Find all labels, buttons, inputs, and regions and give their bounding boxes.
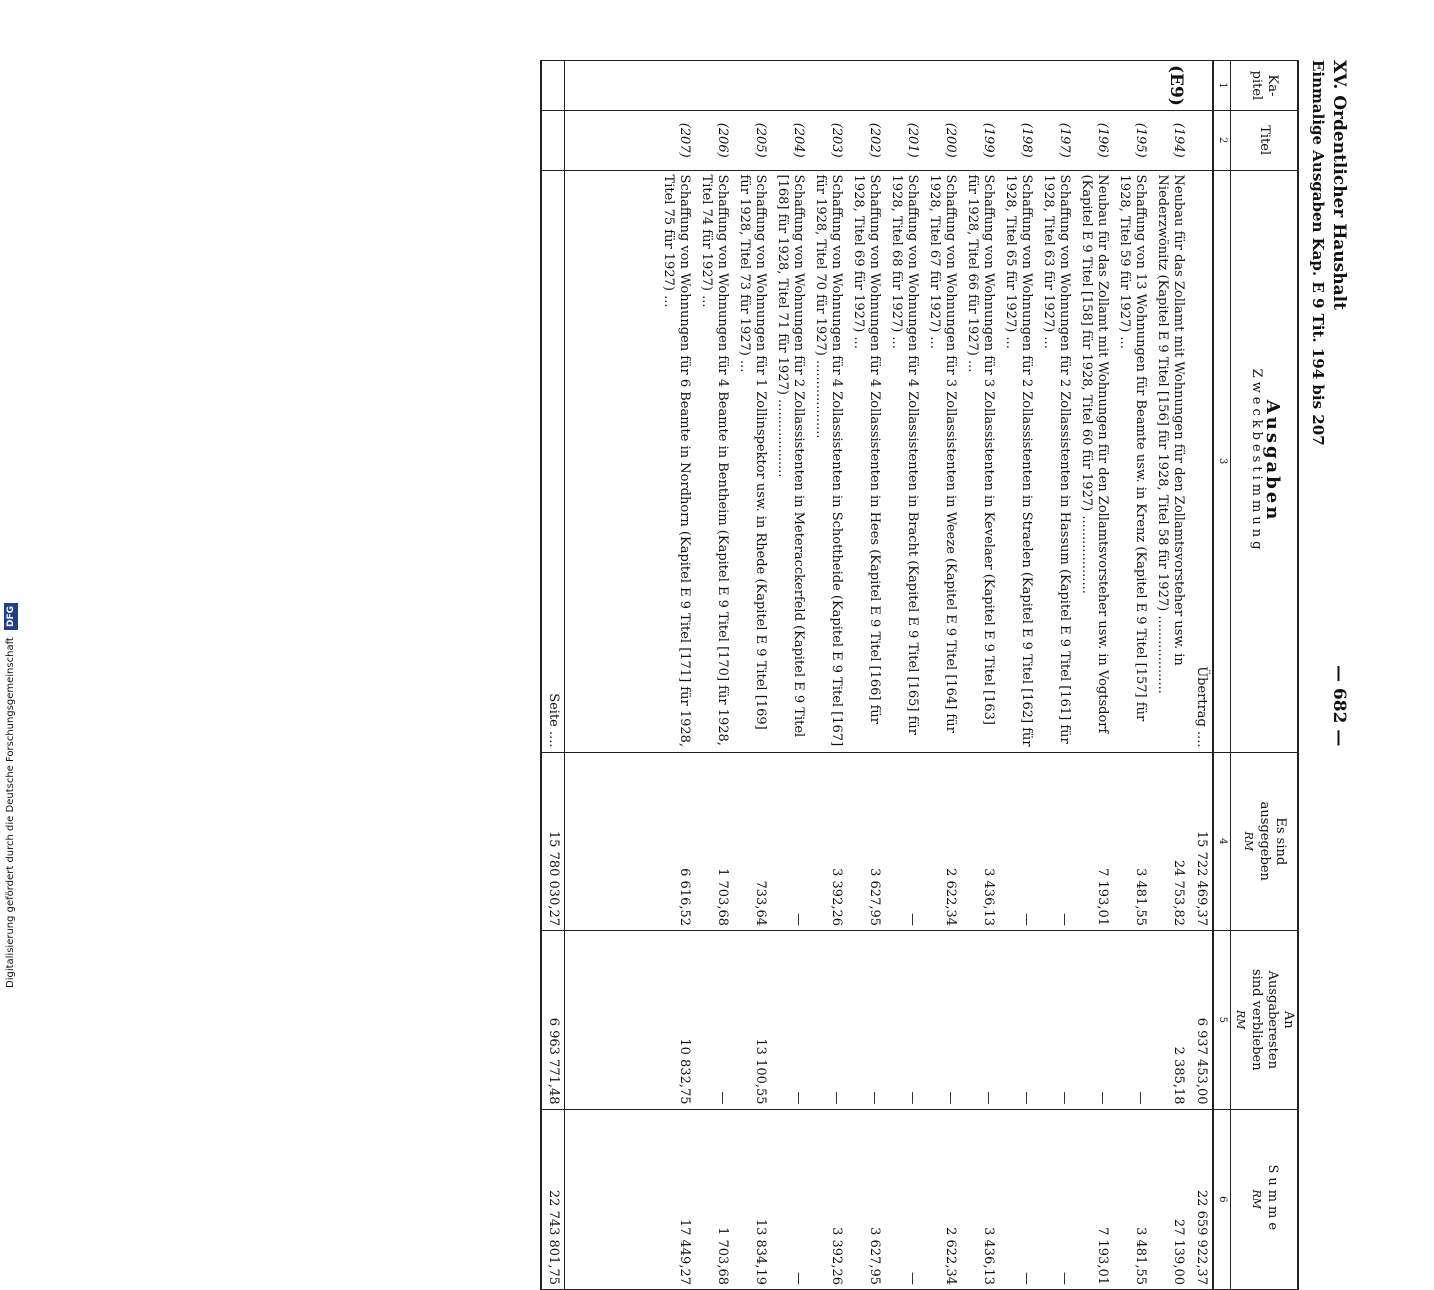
page-number: — 682 —	[1329, 665, 1349, 747]
sum-amount: —	[1037, 1109, 1075, 1289]
sum-amount: 17 449,27	[657, 1109, 695, 1289]
chapter-cell	[961, 61, 999, 111]
purpose-text: Neubau für das Zollamt mit Wohnungen für den Zollamtsvorsteher usw. in Vogtsdorf (Kapitel E 9 Titel [158] für 1928, Titel 60 für 1927) ...................	[1075, 170, 1113, 752]
chapter-cell	[695, 61, 733, 111]
table-row	[1037, 61, 1075, 1290]
remaining-amount: 2 385,18	[1151, 931, 1189, 1110]
table-row	[1151, 61, 1189, 1290]
col-title-header: Titel	[1231, 110, 1299, 170]
remaining-amount: —	[1075, 931, 1113, 1110]
remaining-unit: RM	[1234, 1010, 1247, 1030]
col-sum-header	[1231, 1109, 1299, 1289]
col-spent-header	[1231, 752, 1299, 930]
title-number: (203)	[809, 110, 847, 170]
remaining-amount: 13 100,55	[733, 931, 771, 1110]
spent-amount: —	[999, 752, 1037, 930]
purpose-text: Schaffung von Wohnungen für 2 Zollassistenten in Straelen (Kapitel E 9 Titel [162] für 1928, Titel 65 für 1927) ...	[999, 170, 1037, 752]
sum-unit: RM	[1250, 1189, 1263, 1210]
empty-cell	[565, 110, 658, 170]
chapter-cell	[1113, 61, 1151, 111]
remaining-amount: —	[885, 931, 923, 1110]
purpose-text: Schaffung von Wohnungen für 4 Zollassistenten in Hees (Kapitel E 9 Titel [166] für 1928, Titel 69 für 1927) ...	[847, 170, 885, 752]
purpose-text: Schaffung von Wohnungen für 4 Zollassistenten in Bracht (Kapitel E 9 Titel [165] für 1928, Titel 68 für 1927) ...	[885, 170, 923, 752]
sum-amount: 3 481,55	[1113, 1109, 1151, 1289]
sum-amount: —	[999, 1109, 1037, 1289]
remaining-amount: —	[809, 931, 847, 1110]
col-purpose-header	[1231, 170, 1299, 752]
chapter-cell	[885, 61, 923, 111]
carry-label: Übertrag ....	[1189, 170, 1213, 752]
empty-cell	[565, 170, 658, 752]
page-header	[1309, 60, 1349, 1290]
page-total-label: Seite ....	[541, 170, 565, 752]
spent-amount: 7 193,01	[1075, 752, 1113, 930]
table-row	[695, 61, 733, 1290]
spent-amount: 3 481,55	[1113, 752, 1151, 930]
remaining-amount: —	[961, 931, 999, 1110]
remaining-amount: —	[847, 931, 885, 1110]
remaining-amount: —	[923, 931, 961, 1110]
dfg-logo: DFG	[4, 603, 18, 630]
spent-amount: 3 436,13	[961, 752, 999, 930]
chapter-cell	[923, 61, 961, 111]
carry-spent: 15 722 469,37	[1189, 752, 1213, 930]
remaining-heading: An Ausgaberesten sind verblieben	[1249, 968, 1296, 1071]
remaining-amount: 10 832,75	[657, 931, 695, 1110]
page-total-sum: 22 743 801,75	[541, 1109, 565, 1289]
empty-cell	[565, 1109, 658, 1289]
sum-amount: —	[885, 1109, 923, 1289]
col-number: 6	[1213, 1109, 1231, 1289]
chapter-cell	[657, 61, 695, 111]
spent-unit: RM	[1242, 831, 1255, 852]
purpose-subheading: Zweckbestimmung	[1249, 368, 1264, 554]
purpose-text: Schaffung von Wohnungen für 3 Zollassistenten in Weeze (Kapitel E 9 Titel [164] für 1928, Titel 67 für 1927) ...	[923, 170, 961, 752]
title-number: (202)	[847, 110, 885, 170]
chapter-cell	[809, 61, 847, 111]
title-number: (195)	[1113, 110, 1151, 170]
purpose-text: Schaffung von Wohnungen für 2 Zollassistenten in Hassum (Kapitel E 9 Titel [161] für 1928, Titel 63 für 1927) ...	[1037, 170, 1075, 752]
spent-amount: —	[1037, 752, 1075, 930]
section-title: XV. Ordentlicher Haushalt	[1329, 60, 1349, 310]
table-row	[885, 61, 923, 1290]
page-subtitle: Einmalige Ausgaben Kap. E 9 Tit. 194 bis 207	[1309, 60, 1327, 446]
purpose-text: Schaffung von Wohnungen für 2 Zollassistenten in Meteracckerfeld (Kapitel E 9 Titel [168] für 1928, Titel 71 für 1927) ...................	[771, 170, 809, 752]
title-number: (197)	[1037, 110, 1075, 170]
table-row	[923, 61, 961, 1290]
chapter-cell	[1189, 61, 1213, 111]
remaining-amount: —	[1113, 931, 1151, 1110]
empty-cell	[1189, 110, 1213, 170]
page-total-row	[541, 61, 565, 1290]
rotated-page	[95, 0, 1395, 1285]
table-row	[657, 61, 695, 1290]
sum-amount: 3 436,13	[961, 1109, 999, 1289]
spent-amount: 733,64	[733, 752, 771, 930]
remaining-amount: —	[695, 931, 733, 1110]
purpose-text: Schaffung von 13 Wohnungen für Beamte usw. in Krenz (Kapitel E 9 Titel [157] für 1928, Titel 59 für 1927) ...	[1113, 170, 1151, 752]
col-number: 1	[1213, 61, 1231, 111]
purpose-text: Schaffung von Wohnungen für 3 Zollassistenten in Kevelaer (Kapitel E 9 Titel [163] für 1928, Titel 66 für 1927) ...	[961, 170, 999, 752]
spent-amount: 6 616,52	[657, 752, 695, 930]
digitization-note	[0, 0, 22, 1000]
sum-amount: 7 193,01	[1075, 1109, 1113, 1289]
carry-remaining: 6 937 453,00	[1189, 931, 1213, 1110]
chapter-cell	[847, 61, 885, 111]
spent-amount: —	[771, 752, 809, 930]
table-row	[771, 61, 809, 1290]
column-number-row	[1213, 61, 1231, 1290]
title-number: (201)	[885, 110, 923, 170]
table-row	[999, 61, 1037, 1290]
table-row	[1075, 61, 1113, 1290]
spent-amount: 3 392,26	[809, 752, 847, 930]
spacer-row	[565, 61, 658, 1290]
chapter-cell	[771, 61, 809, 111]
purpose-text: Schaffung von Wohnungen für 4 Beamte in Bentheim (Kapitel E 9 Titel [170] für 1928, Titel 74 für 1927) ...	[695, 170, 733, 752]
title-number: (204)	[771, 110, 809, 170]
header-row	[1231, 61, 1299, 1290]
spent-amount: —	[885, 752, 923, 930]
carry-total: 22 659 922,37	[1189, 1109, 1213, 1289]
remaining-amount: —	[999, 931, 1037, 1110]
title-number: (206)	[695, 110, 733, 170]
purpose-text: Schaffung von Wohnungen für 1 Zollinspektor usw. in Rhede (Kapitel E 9 Titel [169] für 1928, Titel 73 für 1927) ...	[733, 170, 771, 752]
purpose-text: Schaffung von Wohnungen für 4 Zollassistenten in Schottheide (Kapitel E 9 Titel [167] für 1928, Titel 70 für 1927) ...................	[809, 170, 847, 752]
table-row	[733, 61, 771, 1290]
empty-cell	[565, 61, 658, 111]
col-number: 5	[1213, 931, 1231, 1110]
table-row	[961, 61, 999, 1290]
empty-cell	[565, 931, 658, 1110]
title-number: (194)	[1151, 110, 1189, 170]
col-number: 4	[1213, 752, 1231, 930]
spent-heading: Es sind ausgegeben	[1257, 801, 1288, 881]
spent-amount: 3 627,95	[847, 752, 885, 930]
title-number: (199)	[961, 110, 999, 170]
expenses-heading: Ausgaben	[1262, 399, 1283, 523]
title-number: (207)	[657, 110, 695, 170]
col-number: 2	[1213, 110, 1231, 170]
sum-amount: 13 834,19	[733, 1109, 771, 1289]
remaining-amount: —	[771, 931, 809, 1110]
chapter-cell	[733, 61, 771, 111]
title-number: (205)	[733, 110, 771, 170]
chapter-cell	[999, 61, 1037, 111]
col-number: 3	[1213, 170, 1231, 752]
purpose-text: Neubau für das Zollamt mit Wohnungen für den Zollamtsvorsteher usw. in Niederzwönitz (Kapitel E 9 Titel [156] für 1928, Titel 58 für 1927) ...................	[1151, 170, 1189, 752]
digitization-text: Digitalisierung gefördert durch die Deutsche Forschungsgemeinschaft	[5, 637, 16, 988]
remaining-amount: —	[1037, 931, 1075, 1110]
sum-amount: 2 622,34	[923, 1109, 961, 1289]
page-total-remaining: 6 963 771,48	[541, 931, 565, 1110]
sum-amount: —	[771, 1109, 809, 1289]
table-body	[657, 61, 1213, 1290]
table-row	[809, 61, 847, 1290]
chapter-cell	[1037, 61, 1075, 111]
sum-amount: 3 392,26	[809, 1109, 847, 1289]
table-row	[847, 61, 885, 1290]
title-number: (200)	[923, 110, 961, 170]
empty-cell	[541, 110, 565, 170]
spent-amount: 24 753,82	[1151, 752, 1189, 930]
sum-amount: 1 703,68	[695, 1109, 733, 1289]
page-total-spent: 15 780 030,27	[541, 752, 565, 930]
title-number: (198)	[999, 110, 1037, 170]
chapter-cell: (E9)	[1151, 61, 1189, 111]
title-number: (196)	[1075, 110, 1113, 170]
table-footer	[541, 61, 657, 1290]
empty-cell	[565, 752, 658, 930]
table-row	[1113, 61, 1151, 1290]
col-remaining-header	[1231, 931, 1299, 1110]
spent-amount: 1 703,68	[695, 752, 733, 930]
carry-row	[1189, 61, 1213, 1290]
sum-amount: 3 627,95	[847, 1109, 885, 1289]
col-chapter-header: Ka- pitel	[1231, 61, 1299, 111]
chapter-cell	[1075, 61, 1113, 111]
empty-cell	[541, 61, 565, 111]
budget-table	[540, 60, 1299, 1290]
sum-amount: 27 139,00	[1151, 1109, 1189, 1289]
spent-amount: 2 622,34	[923, 752, 961, 930]
purpose-text: Schaffung von Wohnungen für 6 Beamte in Nordhorn (Kapitel E 9 Titel [171] für 1928, Titel 75 für 1927) ...	[657, 170, 695, 752]
sum-heading: Summe	[1265, 1164, 1280, 1235]
